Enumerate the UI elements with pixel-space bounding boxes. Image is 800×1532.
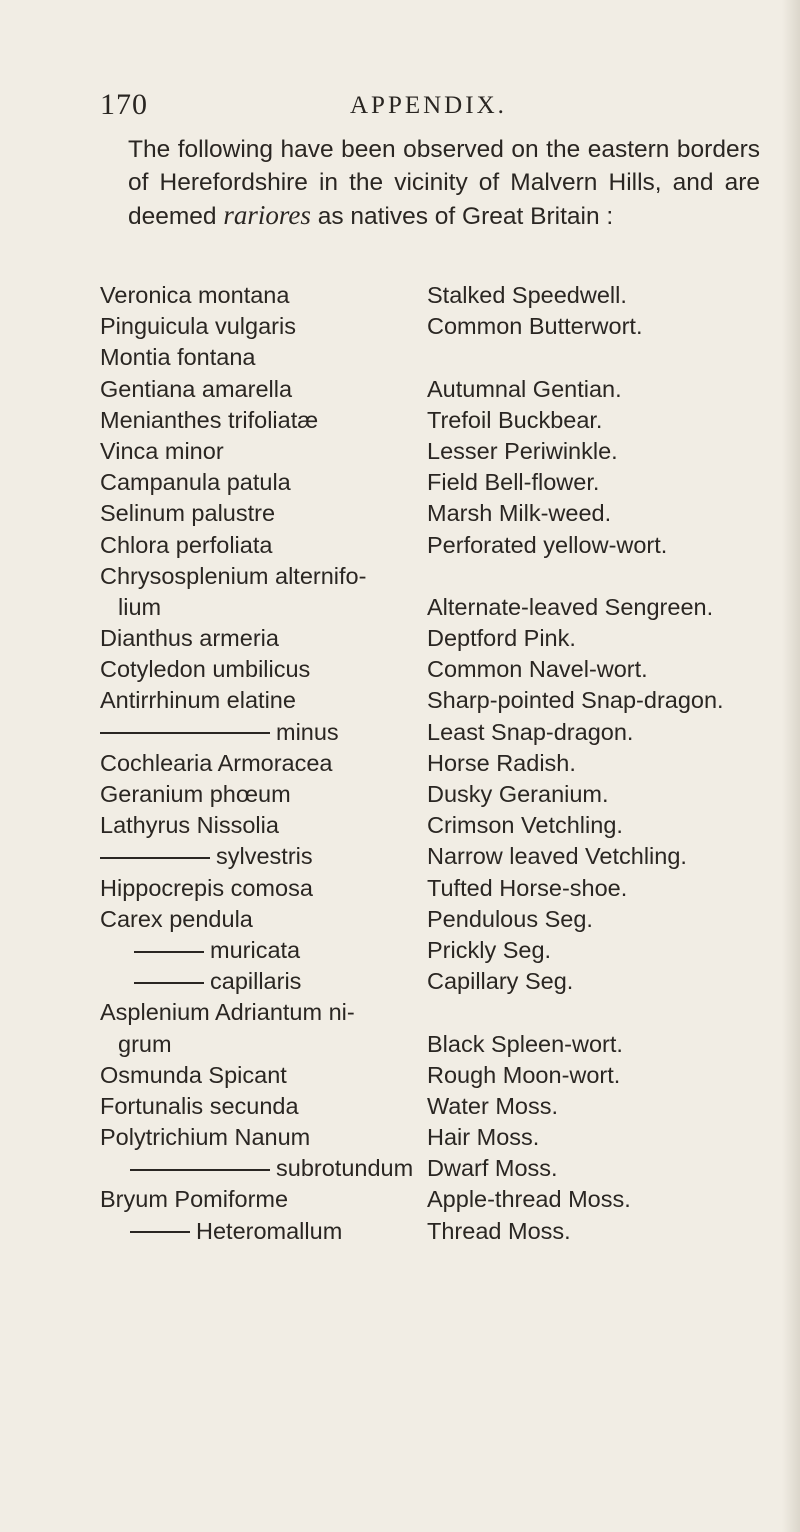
plant-row: [100, 1124, 780, 1155]
latin-name: grum: [118, 1030, 172, 1057]
latin-name: Antirrhinum elatine: [100, 687, 296, 714]
latin-name: Veronica montana: [100, 282, 290, 308]
common-name: Hair Moss.: [427, 1124, 540, 1151]
plant-row: [100, 344, 780, 375]
common-name: Least Snap-dragon.: [427, 718, 634, 745]
ditto-epithet: Heteromallum: [196, 1217, 343, 1244]
plant-row: [100, 781, 780, 812]
running-title: APPENDIX.: [350, 92, 507, 119]
ditto-dash: [100, 732, 270, 734]
common-name: Stalked Speedwell.: [427, 282, 627, 308]
plant-row: [100, 812, 780, 843]
plant-row: [100, 1218, 780, 1249]
common-name: Prickly Seg.: [427, 936, 552, 963]
latin-name: Campanula patula: [100, 469, 291, 496]
ditto-dash: [130, 1169, 270, 1171]
latin-name-ditto: [100, 719, 339, 746]
ditto-dash: [100, 857, 210, 859]
common-name: Water Moss.: [427, 1092, 559, 1119]
plant-row: [100, 937, 780, 968]
plant-list: [100, 282, 780, 1249]
plant-row: [100, 313, 780, 344]
latin-name: Dianthus armeria: [100, 625, 279, 652]
common-name: Lesser Periwinkle.: [427, 437, 618, 464]
common-name: Marsh Milk-weed.: [427, 500, 612, 527]
latin-name: Asplenium Adriantum ni-: [100, 999, 355, 1026]
common-name: Rough Moon-wort.: [427, 1061, 621, 1088]
latin-name: Selinum palustre: [100, 500, 276, 527]
plant-row: [100, 719, 780, 750]
common-name: Thread Moss.: [427, 1217, 571, 1244]
plant-row: [100, 656, 780, 687]
ditto-epithet: minus: [276, 718, 339, 745]
running-header: [100, 88, 760, 128]
plant-row: [100, 1186, 780, 1217]
plant-row: [100, 999, 780, 1030]
common-name: Common Navel-wort.: [427, 656, 648, 683]
latin-name: Geranium phœum: [100, 781, 291, 807]
latin-name: Chrysosplenium alternifo-: [100, 562, 367, 589]
common-name: Common Butterwort.: [427, 313, 643, 340]
plant-row: [100, 750, 780, 781]
latin-name: Pinguicula vulgaris: [100, 313, 296, 340]
common-name: Alternate-leaved Sengreen.: [427, 593, 714, 620]
latin-name: Osmunda Spicant: [100, 1061, 287, 1088]
plant-row: [100, 625, 780, 656]
latin-name: Hippocrepis comosa: [100, 874, 313, 901]
latin-name: Menianthes trifoliatæ: [100, 406, 319, 433]
common-name: Perforated yellow-wort.: [427, 531, 668, 558]
ditto-epithet: muricata: [210, 936, 301, 963]
plant-row: [100, 843, 780, 874]
latin-name: Carex pendula: [100, 905, 253, 932]
latin-name-ditto: [100, 1155, 413, 1182]
plant-row: [100, 1031, 780, 1062]
latin-name: Vinca minor: [100, 437, 224, 464]
page-edge-shadow: [782, 0, 800, 1532]
common-name: Deptford Pink.: [427, 625, 576, 652]
intro-italic-word: rariores: [223, 200, 311, 230]
plant-row: [100, 968, 780, 999]
latin-name: Polytrichium Nanum: [100, 1124, 311, 1151]
plant-row: [100, 407, 780, 438]
ditto-dash: [130, 1231, 190, 1233]
plant-row: [100, 376, 780, 407]
plant-row: [100, 687, 780, 718]
common-name: Horse Radish.: [427, 749, 576, 776]
latin-name: Chlora perfoliata: [100, 531, 273, 558]
ditto-dash: [134, 951, 204, 953]
common-name: Black Spleen-wort.: [427, 1030, 623, 1057]
latin-name: Gentiana amarella: [100, 375, 293, 402]
intro-paragraph: [128, 134, 760, 234]
latin-name: Cotyledon umbilicus: [100, 656, 311, 683]
common-name: Capillary Seg.: [427, 968, 574, 995]
ditto-epithet: capillaris: [210, 968, 302, 995]
common-name: Autumnal Gentian.: [427, 375, 622, 402]
plant-row: [100, 563, 780, 594]
plant-row: [100, 532, 780, 563]
latin-name-ditto: [100, 843, 313, 870]
common-name: Pendulous Seg.: [427, 905, 593, 932]
latin-name: Cochlearia Armoracea: [100, 749, 333, 776]
common-name: Narrow leaved Vetchling.: [427, 843, 687, 870]
plant-row: [100, 906, 780, 937]
common-name: Tufted Horse-shoe.: [427, 874, 628, 901]
plant-row: [100, 438, 780, 469]
intro-text-start: The following have been observed on the eastern borders of Herefordshire in the vicinity of Malvern Hills, and are deemed: [128, 136, 760, 230]
latin-name-ditto: [100, 1218, 342, 1245]
plant-row: [100, 875, 780, 906]
latin-name: Montia fontana: [100, 344, 256, 371]
common-name: Crimson Vetchling.: [427, 812, 623, 839]
plant-row: [100, 282, 780, 313]
common-name: Sharp-pointed Snap-dragon.: [427, 687, 724, 714]
ditto-epithet: subrotundum: [276, 1155, 414, 1182]
plant-row: [100, 1155, 780, 1186]
common-name: Dwarf Moss.: [427, 1155, 558, 1182]
ditto-epithet: sylvestris: [216, 843, 313, 870]
common-name: Field Bell-flower.: [427, 469, 600, 496]
latin-name-ditto: [100, 968, 301, 995]
plant-row: [100, 500, 780, 531]
plant-row: [100, 1093, 780, 1124]
common-name: Dusky Geranium.: [427, 781, 609, 807]
plant-row: [100, 1062, 780, 1093]
latin-name: lium: [118, 593, 162, 620]
common-name: Trefoil Buckbear.: [427, 406, 603, 433]
common-name: Apple-thread Moss.: [427, 1186, 631, 1213]
plant-row: [100, 469, 780, 500]
ditto-dash: [134, 982, 204, 984]
latin-name: Fortunalis secunda: [100, 1092, 299, 1119]
latin-name-ditto: [100, 937, 300, 964]
intro-text-end: as natives of Great Britain :: [317, 203, 614, 230]
latin-name: Bryum Pomiforme: [100, 1186, 289, 1213]
latin-name: Lathyrus Nissolia: [100, 812, 279, 839]
plant-row: [100, 594, 780, 625]
page-number: 170: [100, 88, 148, 121]
